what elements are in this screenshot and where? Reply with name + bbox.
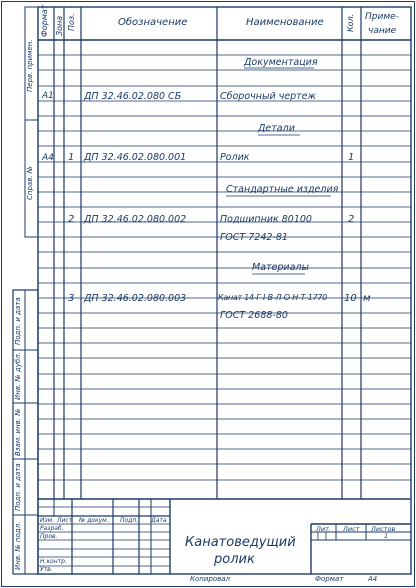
row-designation: ДП 32.46.02.080 СБ (84, 91, 182, 102)
footer-format-label: Формат (315, 575, 344, 583)
tb-utv: Утв. (40, 566, 53, 573)
tb-n-kontr: Н.контр. (40, 558, 67, 565)
section-details: Детали (258, 123, 295, 134)
row-name: Сборочный чертеж (220, 91, 317, 102)
row-designation: ДП 32.46.02.080.002 (84, 214, 187, 225)
row-pos: 3 (68, 293, 75, 304)
tb-podp: Подп. (120, 517, 139, 524)
header-format: Формат (40, 4, 49, 37)
row-pos: 1 (68, 152, 75, 163)
row-name: Подшипник 80100 (220, 214, 312, 225)
row-format: А4 (42, 153, 54, 163)
tb-razrab: Разраб. (40, 525, 64, 532)
header-designation: Обозначение (118, 17, 188, 28)
section-standard-items: Стандартные изделия (226, 184, 339, 195)
row-format: А1 (42, 91, 54, 101)
tb-data: Дата (151, 517, 167, 524)
tb-title-line2: ролик (214, 552, 255, 567)
tb-sheet: Лист (343, 525, 360, 533)
row-pos: 2 (68, 214, 75, 225)
row-name: Канат 14-Г-I-В-Л-О-Н-Т-1770 (218, 293, 327, 302)
side-perv-primen: Перв. примен. (26, 39, 34, 92)
side-sprav-no: Справ. № (26, 165, 34, 200)
tb-izm: Изм. (40, 517, 55, 524)
footer-copied: Копировал (190, 575, 230, 583)
footer-format-value: А4 (368, 575, 378, 583)
row-note: м (363, 293, 371, 304)
tb-prov: Пров. (40, 533, 58, 540)
row-qty: 10 (344, 293, 357, 304)
row-name: Ролик (220, 152, 250, 163)
row-designation: ДП 32.46.02.080.003 (84, 293, 187, 304)
row-name-line2: ГОСТ 7242-81 (220, 232, 288, 243)
tb-lit: Лит. (316, 525, 331, 533)
header-qty: Кол. (346, 13, 355, 32)
tb-title-line1: Канатоведущий (185, 535, 296, 550)
tb-sheets-value: 1 (384, 532, 389, 540)
section-materials: Материалы (252, 262, 309, 273)
header-name: Наименование (246, 17, 324, 28)
side-inv-dubl: Инв. № дубл. (14, 352, 22, 400)
header-pos: Поз. (67, 13, 76, 31)
header-zone: Зона (55, 15, 64, 36)
side-vzam-inv: Взам. инв. № (14, 408, 22, 456)
header-note-line1: Приме- (365, 12, 399, 22)
tb-doc-no: № докум. (79, 517, 109, 524)
side-inv-podl: Инв. № подл. (14, 521, 22, 570)
side-podp-data-2: Подп. и дата (14, 463, 22, 511)
tb-list: Лист (57, 517, 73, 524)
row-name-line2: ГОСТ 2688-80 (220, 310, 288, 321)
header-note-line2: чание (368, 26, 397, 36)
row-designation: ДП 32.46.02.080.001 (84, 152, 187, 163)
section-documentation: Документация (244, 57, 318, 68)
row-qty: 2 (348, 214, 355, 225)
tb-sheets: Листов (371, 525, 396, 533)
row-qty: 1 (348, 152, 355, 163)
side-podp-data-1: Подп. и дата (14, 297, 22, 345)
